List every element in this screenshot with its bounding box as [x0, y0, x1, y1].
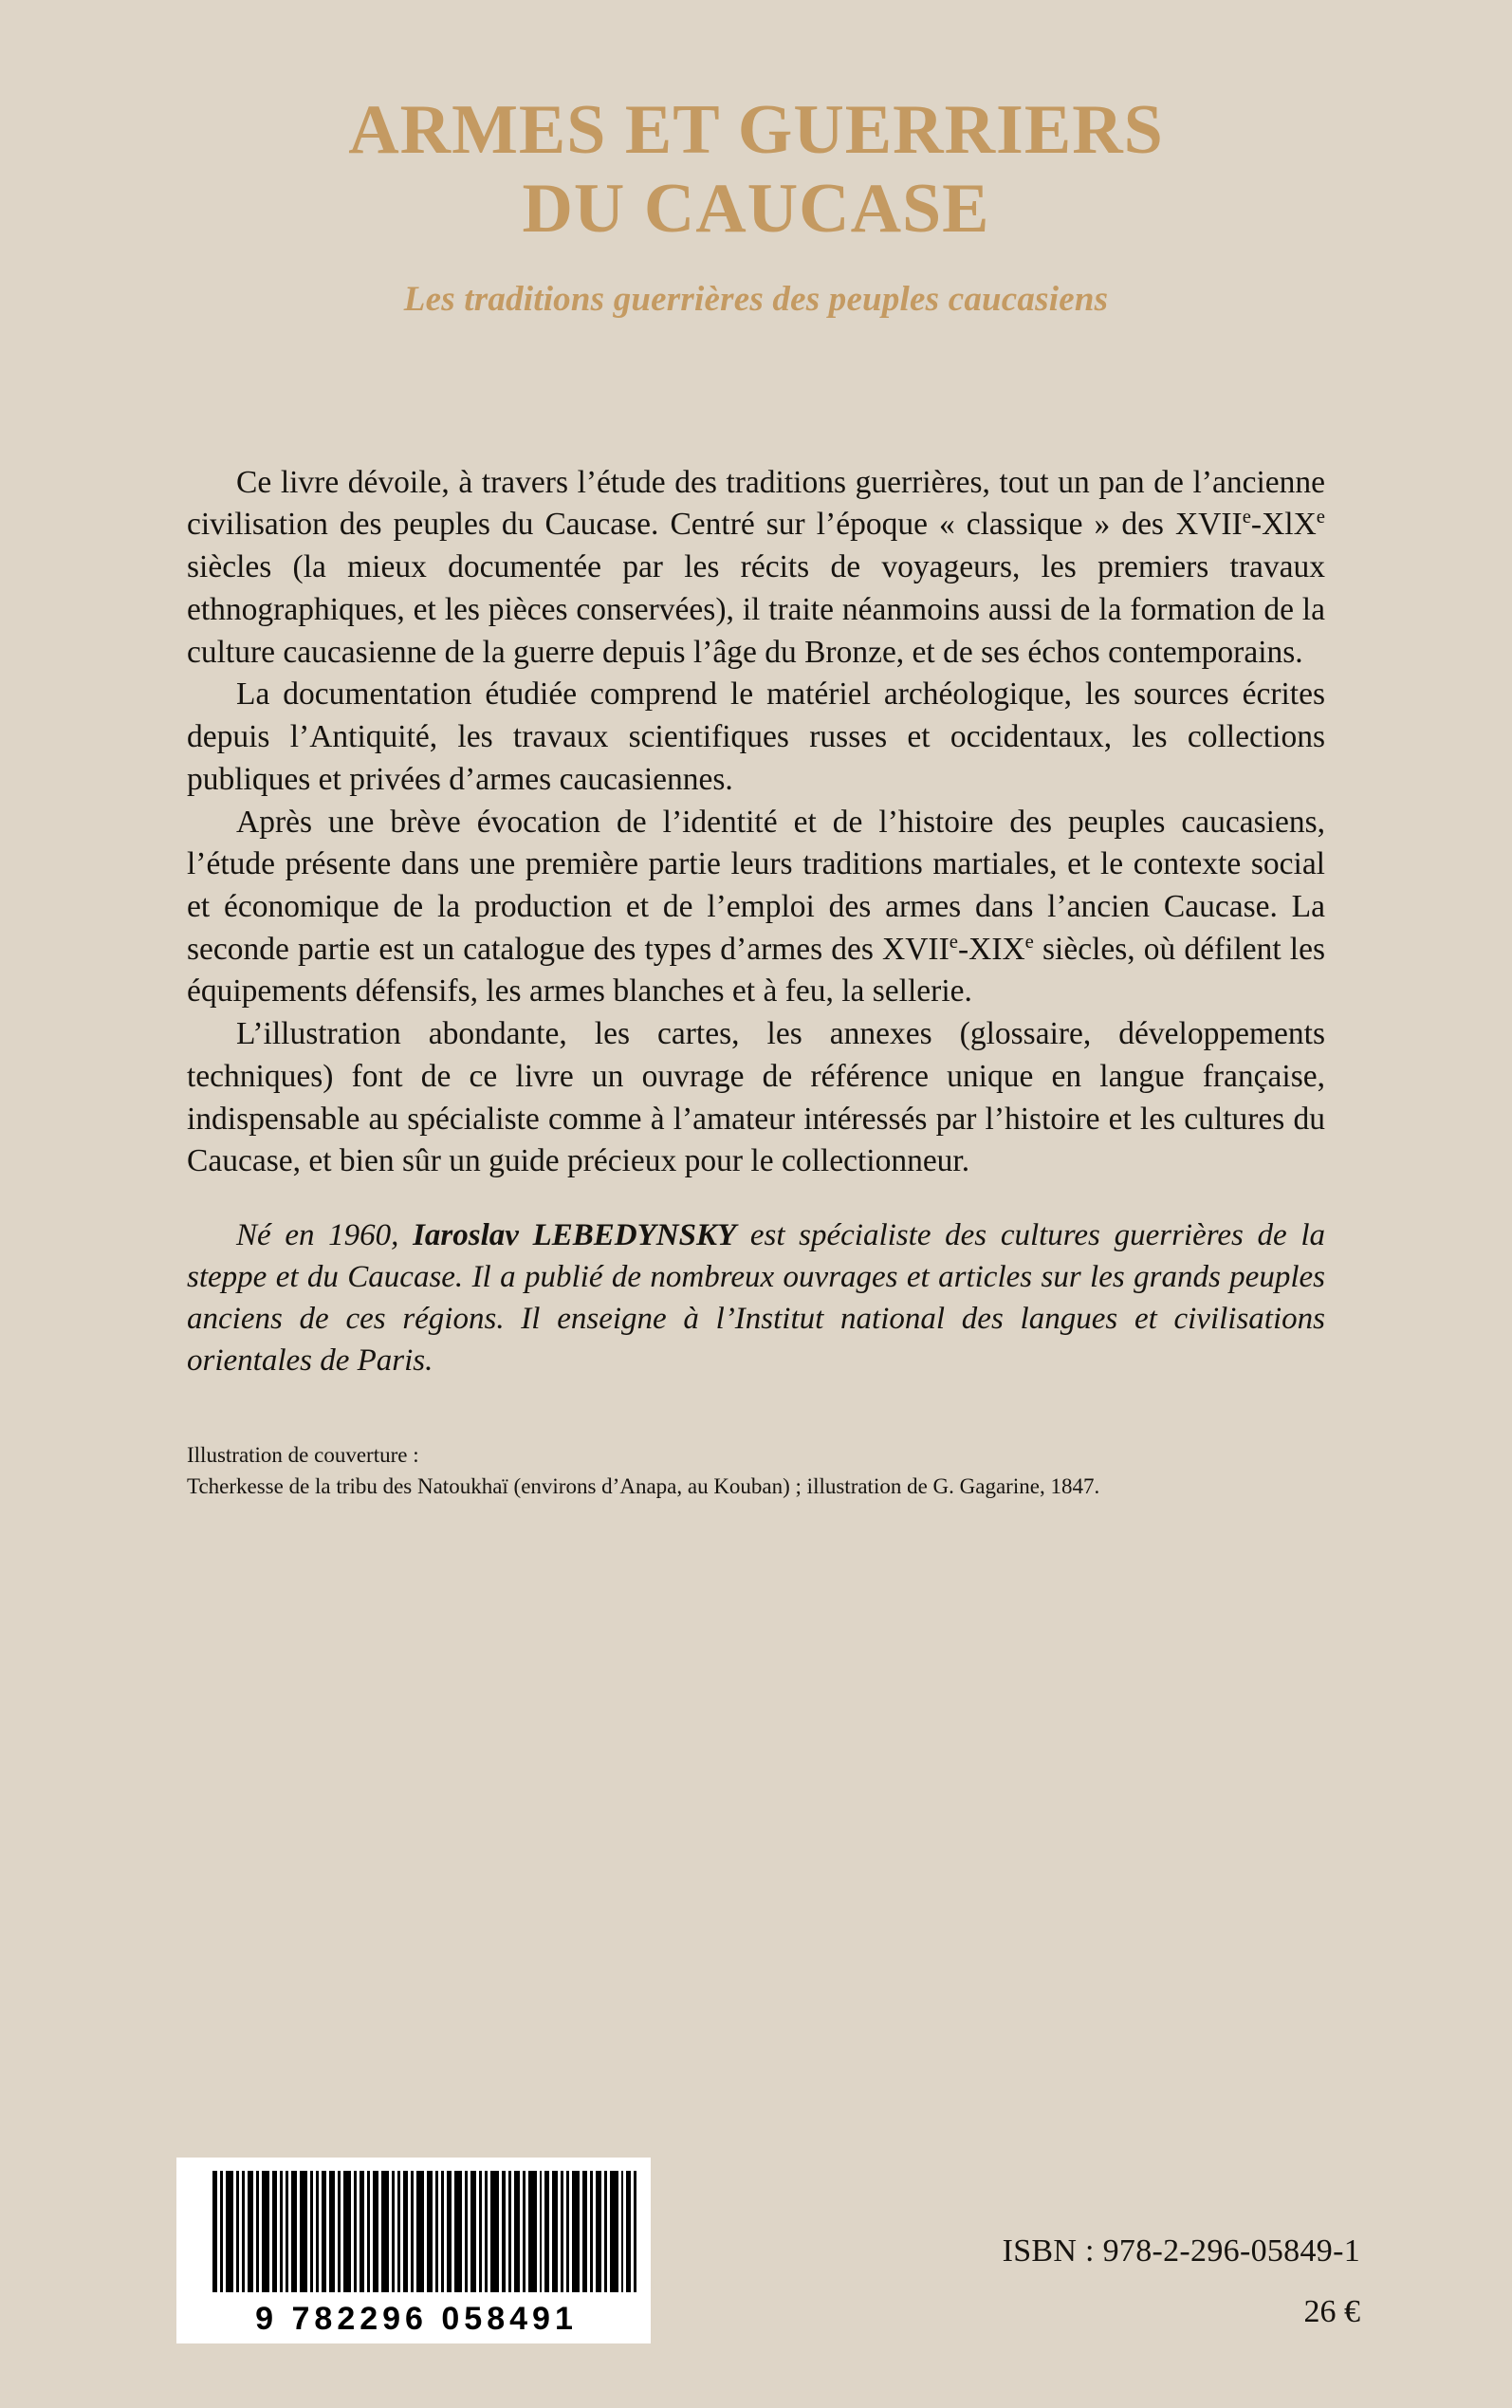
blurb-p3-part2: -XIX — [957, 931, 1025, 967]
barcode-digits: 9 782296 058491 — [255, 2301, 578, 2337]
author-bio-part2: est spécialiste des cultures guerrières de la steppe et du Caucase. Il a publié de nombreux ouvrages et articles sur les grands peuples anciens de ces régions. Il enseigne à l’Institut national des langues et civilisations orientales de Paris. — [187, 1217, 1326, 1378]
blurb-paragraph-3 — [187, 802, 1325, 1014]
title-line-1: ARMES ET GUERRIERS — [348, 91, 1164, 169]
title-line-2: DU CAUCASE — [522, 169, 990, 248]
author-name: Iaroslav LEBEDYNSKY — [413, 1217, 737, 1252]
isbn-number: ISBN : 978-2-296-05849-1 — [1002, 2233, 1360, 2269]
blurb-p3-sup1: e — [949, 930, 958, 953]
author-bio-part1: Né en 1960, — [236, 1217, 414, 1252]
blurb-paragraph-4: L’illustration abondante, les cartes, les annexes (glossaire, développements techniques) font de ce livre un ouvrage de référence unique en langue française, indispensable au spécialiste comme à l’amateur intéressés par l’histoire et les cultures du Caucase, et bien sûr un guide précieux pour le collectionneur. — [187, 1016, 1325, 1179]
cover-credit-text: Tcherkesse de la tribu des Natoukhaï (environs d’Anapa, au Kouban) ; illustration de G. Gagarine, 1847. — [187, 1474, 1100, 1499]
blurb-p1-part3: siècles (la mieux documentée par les récits de voyageurs, les premiers travaux ethnographiques, et les pièces conservées), il traite néanmoins aussi de la formation de la culture caucasienne de la guerre depuis l’âge du Bronze, et de ses échos contemporains. — [187, 549, 1325, 670]
cover-illustration-credit — [187, 1381, 1325, 1502]
blurb-p1-part1: Ce livre dévoile, à travers l’étude des traditions guerrières, tout un pan de l’ancienne civilisation des peuples du Caucase. Centré sur l’époque « classique » des XVII — [187, 464, 1325, 543]
isbn-block — [778, 2233, 1512, 2343]
footer — [0, 2158, 1512, 2343]
blurb-paragraph-1 — [187, 462, 1325, 675]
blurb-paragraph-2: La documentation étudiée comprend le matériel archéologique, les sources écrites depuis l’Antiquité, les travaux scientifiques russes et occidentaux, les collections publiques et privées d’armes caucasiennes. — [187, 676, 1325, 797]
author-bio-paragraph — [187, 1215, 1325, 1382]
blurb-text — [187, 320, 1325, 1183]
cover-credit-label: Illustration de couverture : — [187, 1443, 419, 1468]
blurb-p1-sup2: e — [1316, 506, 1325, 528]
blurb-p3-sup2: e — [1024, 930, 1034, 953]
blurb-p3-part3: siècles, où défilent les équipements défensifs, les armes blanches et à feu, la sellerie. — [187, 931, 1325, 1010]
author-bio — [187, 1183, 1325, 1382]
page-subtitle: Les traditions guerrières des peuples caucasiens — [403, 279, 1109, 319]
barcode-bars — [188, 2171, 639, 2292]
blurb-p1-sup1: e — [1242, 506, 1251, 528]
blurb-p3-part1: Après une brève évocation de l’identité et de l’histoire des peuples caucasiens, l’étude présente dans une première partie leurs traditions martiales, et le contexte social et économique de la production et de l’emploi des armes dans l’ancien Caucase. La seconde partie est un catalogue des types d’armes des XVII — [187, 804, 1325, 967]
page-title — [234, 91, 1278, 249]
title-block — [0, 0, 1512, 320]
price: 26 € — [1303, 2294, 1360, 2329]
barcode — [176, 2158, 651, 2343]
blurb-p1-part2: -XlX — [1250, 507, 1317, 543]
